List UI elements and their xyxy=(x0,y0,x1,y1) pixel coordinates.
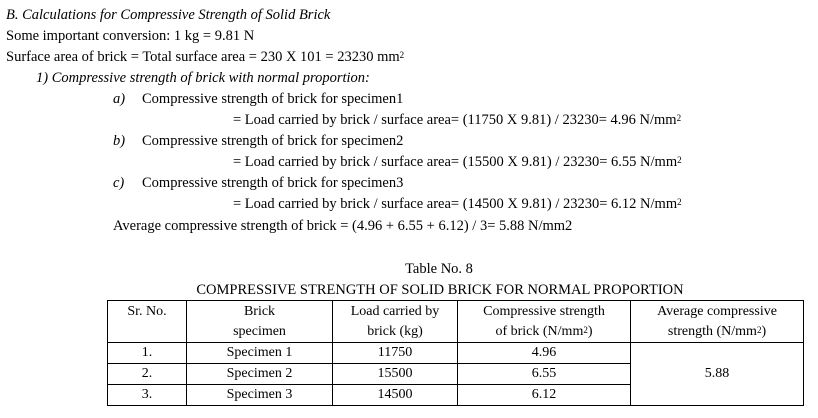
superscript: 2 xyxy=(677,155,682,165)
cell-load: 15500 xyxy=(333,364,458,385)
surface-area-value: Surface area of brick = Total surface area = 230 X 101 = 23230 mm xyxy=(6,49,400,65)
conversion-text: Some important conversion: 1 kg = 9.81 N xyxy=(6,28,255,44)
cell-specimen: Specimen 1 xyxy=(187,343,333,364)
specimen-calc xyxy=(233,153,682,171)
superscript: 2 xyxy=(676,113,682,123)
specimen-marker: b) xyxy=(113,133,126,149)
cell-load: 11750 xyxy=(333,343,458,364)
header-sr-no: Sr. No. xyxy=(108,301,187,343)
cell-specimen: Specimen 3 xyxy=(187,385,333,406)
specimen-label: Compressive strength of brick for specimen3 xyxy=(142,175,404,191)
cell-strength: 6.12 xyxy=(458,385,631,406)
cell-sr: 3. xyxy=(108,385,187,406)
table-caption: COMPRESSIVE STRENGTH OF SOLID BRICK FOR NORMAL PROPORTION xyxy=(196,282,684,298)
superscript: 2 xyxy=(399,50,405,60)
superscript: 2 xyxy=(677,197,682,207)
surface-area-text xyxy=(6,48,404,66)
specimen-calc-text: = Load carried by brick / surface area= (14500 X 9.81) / 23230= 6.12 N/mm xyxy=(233,196,678,212)
cell-load: 14500 xyxy=(333,385,458,406)
subsection-title: 1) Compressive strength of brick with normal proportion: xyxy=(36,70,370,86)
specimen-calc-text: = Load carried by brick / surface area= (15500 X 9.81) / 23230= 6.55 N/mm xyxy=(233,154,678,170)
specimen-marker: c) xyxy=(113,175,125,191)
cell-specimen: Specimen 2 xyxy=(187,364,333,385)
header-specimen: Brick specimen xyxy=(187,301,333,343)
average-text: Average compressive strength of brick = (4.96 + 6.55 + 6.12) / 3= 5.88 N/mm2 xyxy=(113,218,573,234)
table-row xyxy=(108,343,804,364)
specimen-calc-text: = Load carried by brick / surface area= (11750 X 9.81) / 23230= 4.96 N/mm xyxy=(233,112,677,128)
specimen-calc xyxy=(233,195,682,213)
specimen-calc xyxy=(233,111,681,129)
cell-sr: 1. xyxy=(108,343,187,364)
cell-strength: 6.55 xyxy=(458,364,631,385)
section-title: B. Calculations for Compressive Strength of Solid Brick xyxy=(6,7,331,23)
table-header-row xyxy=(108,301,804,343)
cell-strength: 4.96 xyxy=(458,343,631,364)
header-load: Load carried by brick (kg) xyxy=(333,301,458,343)
table-number: Table No. 8 xyxy=(405,261,473,277)
strength-table xyxy=(107,300,804,406)
header-average: Average compressive strength $(N/mm^2)$ xyxy=(631,301,804,343)
cell-sr: 2. xyxy=(108,364,187,385)
cell-average: 5.88 xyxy=(631,343,804,406)
specimen-marker: a) xyxy=(113,91,126,107)
header-strength: Compressive strength of brick $(N/mm^2)$ xyxy=(458,301,631,343)
specimen-label: Compressive strength of brick for specimen1 xyxy=(142,91,404,107)
specimen-label: Compressive strength of brick for specimen2 xyxy=(142,133,404,149)
